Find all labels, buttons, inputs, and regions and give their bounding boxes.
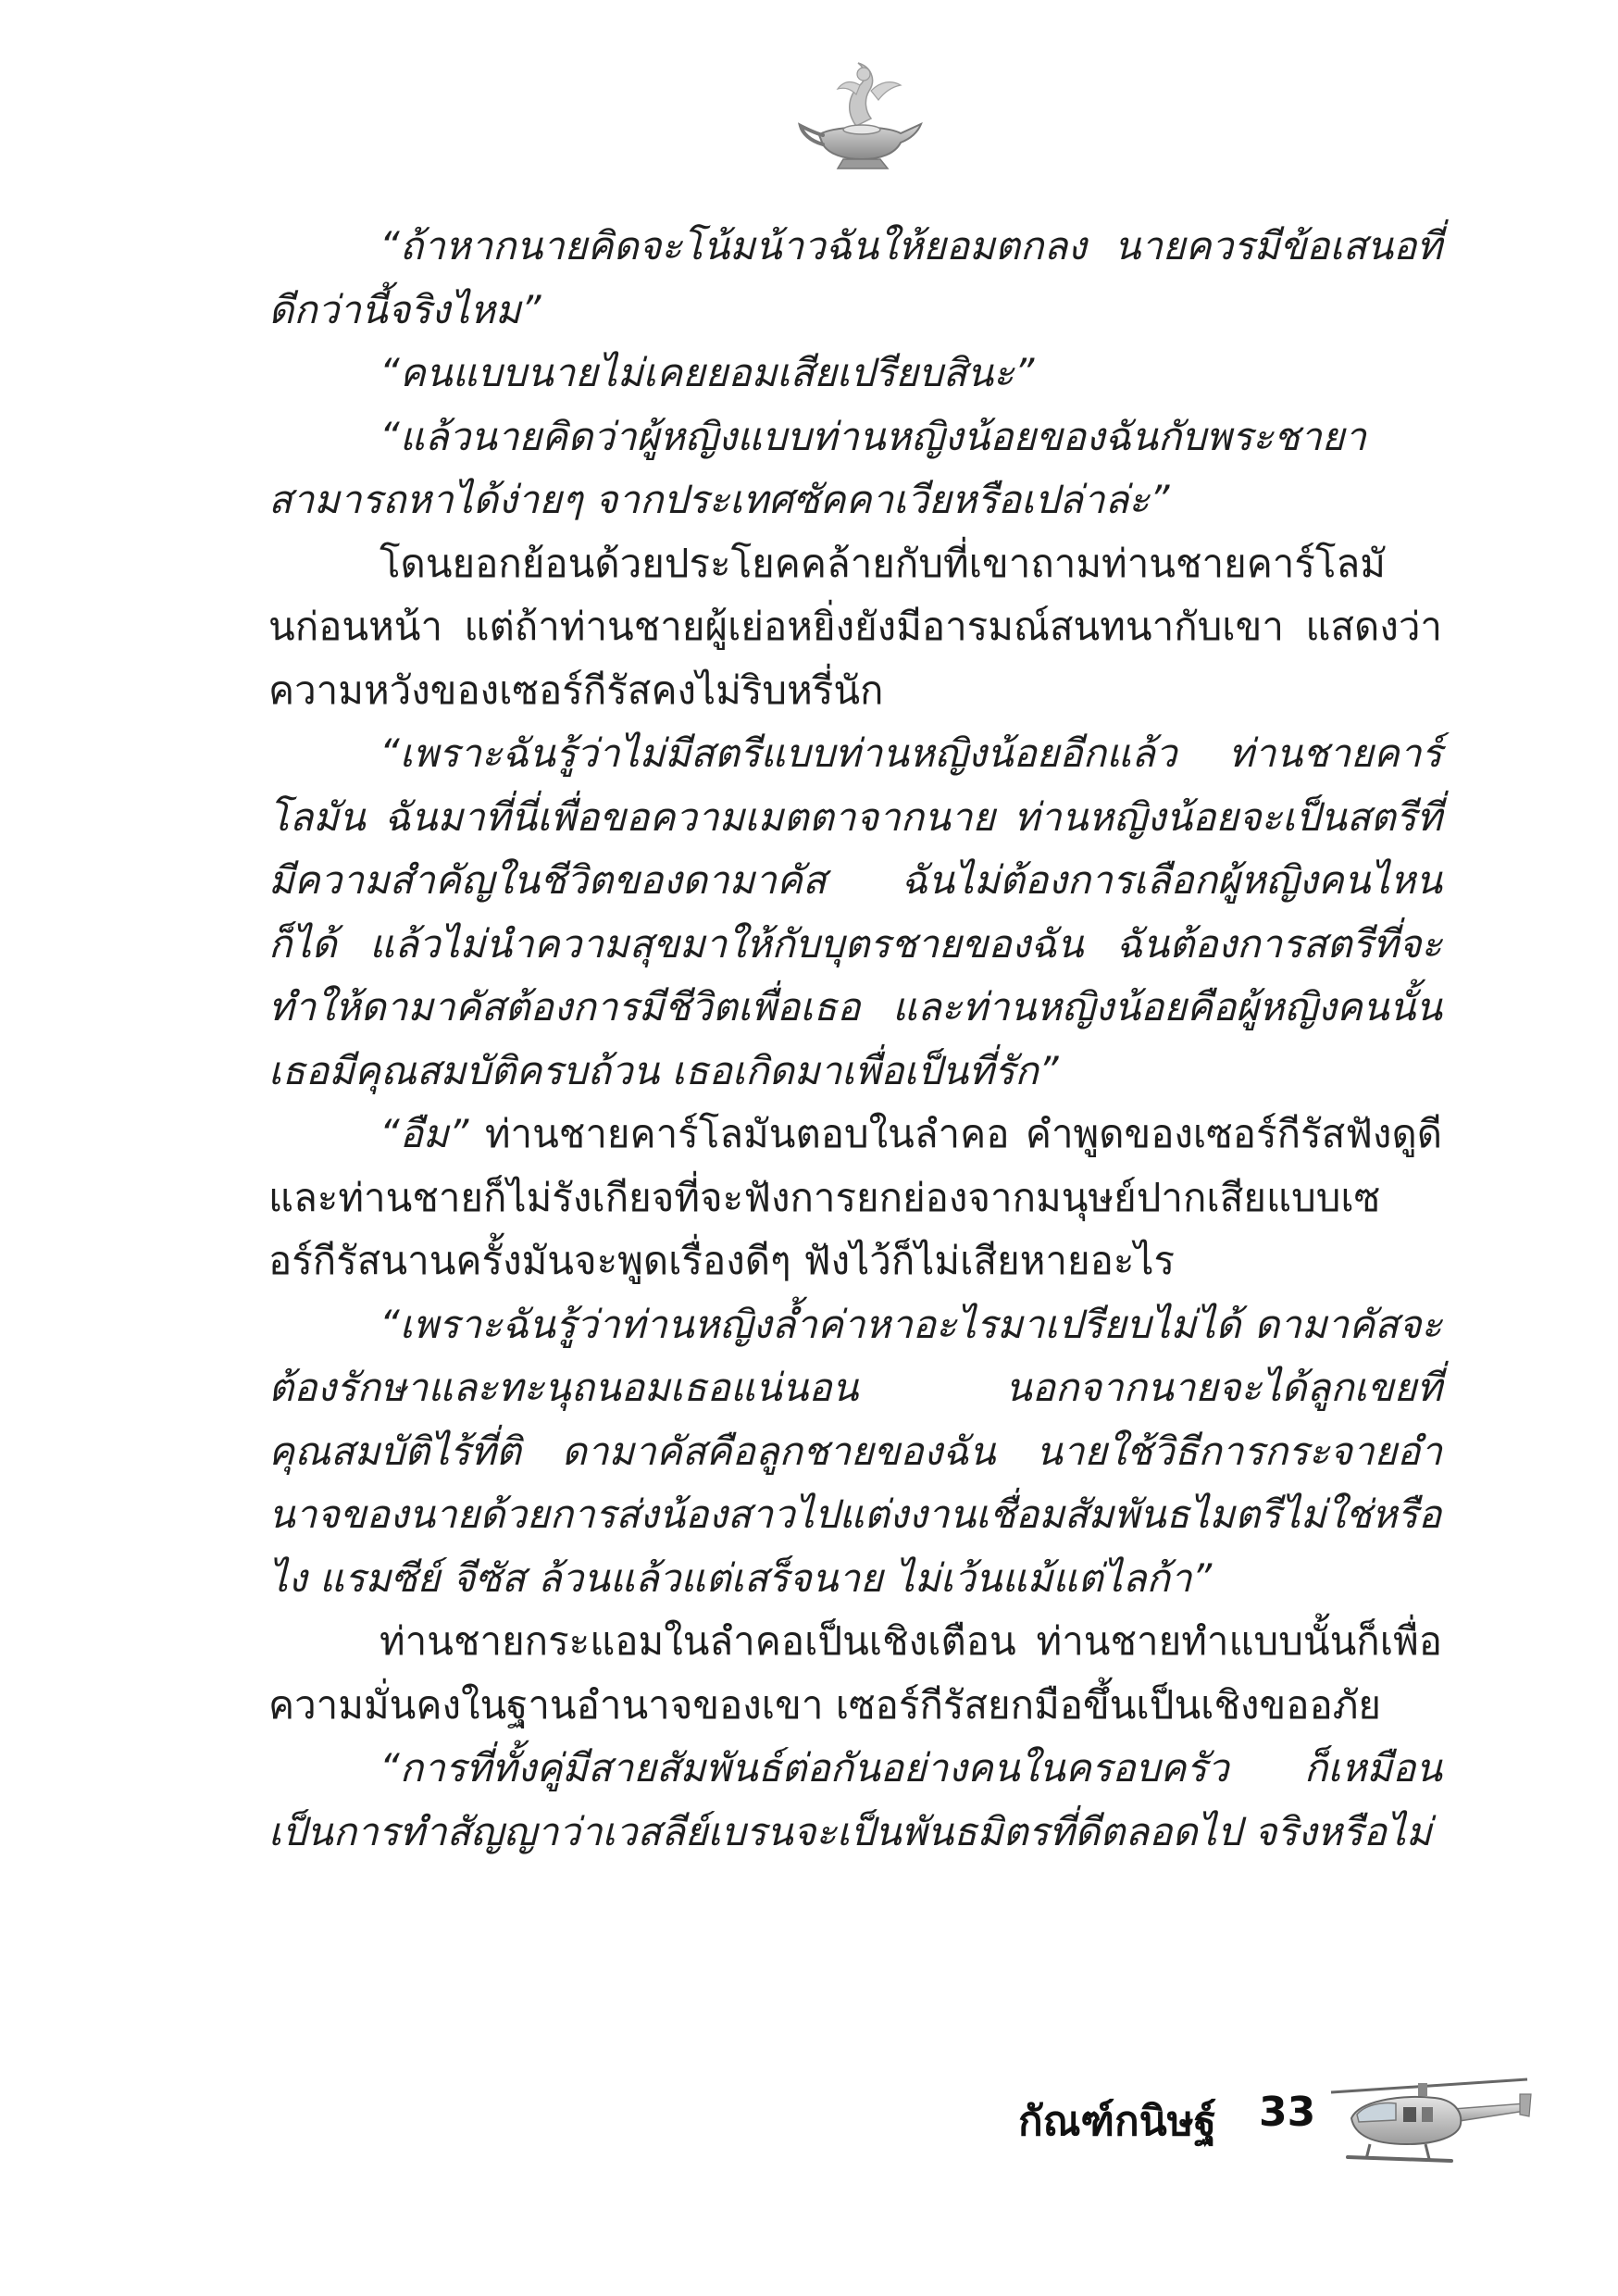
paragraph-rest: ท่านชายคาร์โลมันตอบในลำคอ คำพูดของเซอร์กีรัสฟังดูดีและท่านชายก็ไม่รังเกียจที่จะฟังการยกย่องจากมนุษย์ปากเสียแบบเซอร์กีรัสนานครั้งมันจะพูดเรื่องดีๆ ฟังไว้ก็ไม่เสียหายอะไร xyxy=(268,1111,1442,1283)
paragraph xyxy=(268,1103,1442,1293)
paragraph: “ถ้าหากนายคิดจะโน้มน้าวฉันให้ยอมตกลง นายควรมีข้อเสนอที่ดีกว่านี้จริงไหม” xyxy=(268,223,1442,332)
paragraph: “เพราะฉันรู้ว่าท่านหญิงล้ำค่าหาอะไรมาเปรียบไม่ได้ ดามาคัสจะต้องรักษาและทะนุถนอมเธอแน่นอน นอกจากนายจะได้ลูกเขยที่คุณสมบัติไร้ที่ติ ดามาคัสคือลูกชายของฉัน นายใช้วิธีการกระจายอำนาจของนายด้วยการส่งน้องสาวไปแต่งงานเชื่อมสัมพันธไมตรีไม่ใช่หรือไง แรมซีย์ จีซัส ล้วนแล้วแต่เสร็จนาย ไม่เว้นแม้แต่ไลก้า” xyxy=(268,1301,1442,1601)
paragraph: “เพราะฉันรู้ว่าไม่มีสตรีแบบท่านหญิงน้อยอีกแล้ว ท่านชายคาร์โลมัน ฉันมาที่นี่เพื่อขอความเมตตาจากนาย ท่านหญิงน้อยจะเป็นสตรีที่มีความสำคัญในชีวิตของดามาคัส ฉันไม่ต้องการเลือกผู้หญิงคนไหนก็ได้ แล้วไม่นำความสุขมาให้กับบุตรชายของฉัน ฉันต้องการสตรีที่จะทำให้ดามาคัสต้องการมีชีวิตเพื่อเธอ และท่านหญิงน้อยคือผู้หญิงคนนั้น เธอมีคุณสมบัติครบถ้วน เธอเกิดมาเพื่อเป็นที่รัก” xyxy=(268,730,1442,1093)
page-text xyxy=(268,215,1442,1864)
paragraph: โดนยอกย้อนด้วยประโยคคล้ายกับที่เขาถามท่านชายคาร์โลมันก่อนหน้า แต่ถ้าท่านชายผู้เย่อหยิ่งยังมีอารมณ์สนทนากับเขา แสดงว่าความหวังของเซอร์กีรัสคงไม่ริบหรี่นัก xyxy=(268,540,1442,713)
paragraph: ท่านชายกระแอมในลำคอเป็นเชิงเตือน ท่านชายทำแบบนั้นก็เพื่อความมั่นคงในฐานอำนาจของเขา เซอร์กีรัสยกมือขึ้นเป็นเชิงขออภัย xyxy=(268,1618,1442,1728)
paragraph-lead: “อืม” xyxy=(380,1111,469,1156)
genie-lamp-icon xyxy=(791,54,930,174)
book-title: กัณฑ์กนิษฐ์ xyxy=(1018,2098,1216,2145)
page-footer xyxy=(1018,2081,1537,2174)
paragraph: “การที่ทั้งคู่มีสายสัมพันธ์ต่อกันอย่างคนในครอบครัว ก็เหมือนเป็นการทำสัญญาว่าเวสลีย์เบรนจะเป็นพันธมิตรที่ดีตลอดไป จริงหรือไม่ xyxy=(268,1745,1442,1854)
paragraph: “คนแบบนายไม่เคยยอมเสียเปรียบสินะ” xyxy=(380,350,1035,395)
paragraph: “แล้วนายคิดว่าผู้หญิงแบบท่านหญิงน้อยของฉันกับพระชายาสามารถหาได้ง่ายๆ จากประเทศซัคคาเวียหรือเปล่าล่ะ” xyxy=(268,413,1367,522)
page-number: 33 xyxy=(1259,2089,1316,2136)
helicopter-icon xyxy=(1314,2072,1537,2174)
